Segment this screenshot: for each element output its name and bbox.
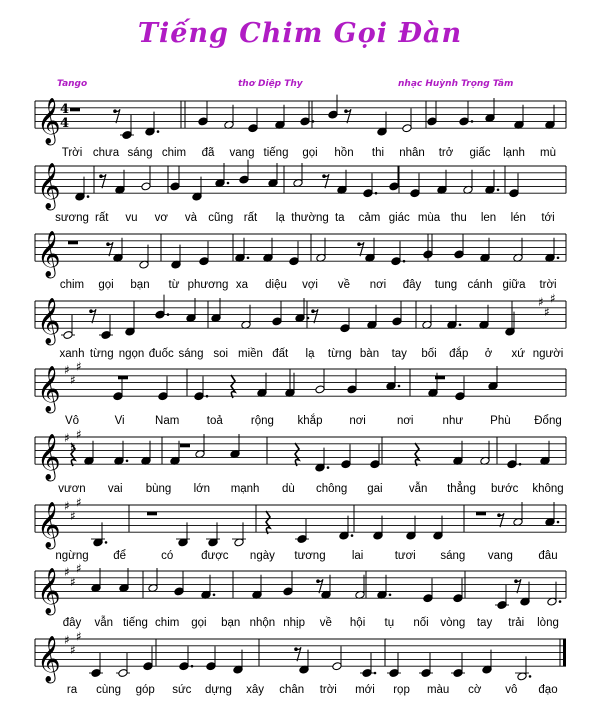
lyric-syllable: dù — [281, 483, 295, 495]
tempo-style-label: Tango — [57, 79, 88, 89]
lyric-syllable: sáng — [440, 550, 466, 562]
lyric-syllable: về — [319, 617, 332, 629]
whole-rest — [147, 512, 157, 516]
sharp-icon: ♯ — [64, 565, 70, 579]
lyric-syllable: khắp — [297, 415, 323, 427]
sharp-icon: ♯ — [64, 633, 70, 647]
lyric-syllable: vang — [487, 550, 513, 562]
lyric-syllable: và — [184, 212, 198, 224]
lyric-syllable: như — [442, 415, 464, 427]
staff-system — [35, 292, 566, 360]
lyric-syllable: Đổng — [534, 415, 562, 427]
lyric-syllable: được — [201, 550, 229, 562]
lyric-syllable: rọp — [393, 684, 410, 696]
lyric-syllable: dựng — [205, 684, 232, 696]
whole-rest — [70, 108, 80, 112]
sharp-icon: ♯ — [64, 499, 70, 513]
lyric-syllable: đất — [272, 348, 289, 360]
lyric-syllable: xứ — [511, 348, 525, 360]
sharp-icon: ♯ — [64, 363, 70, 377]
lyric-syllable: sương — [55, 212, 89, 224]
lyric-syllable: đã — [201, 147, 215, 159]
lyric-syllable: nơi — [369, 279, 387, 291]
lyricist-credit: thơ Diệp Thy — [238, 79, 303, 89]
lyric-syllable: rất — [243, 212, 258, 224]
lyric-syllable: tươi — [394, 550, 416, 562]
lyric-syllable: bước — [491, 483, 519, 495]
treble-clef-icon: 𝄞 — [37, 163, 61, 210]
lyric-syllable: nơi — [349, 415, 366, 427]
lyric-syllable: lai — [351, 550, 364, 562]
lyric-syllable: vai — [107, 483, 123, 495]
lyric-syllable: Phù — [490, 415, 511, 427]
lyric-syllable: tung — [434, 279, 458, 291]
staff-system — [35, 428, 566, 495]
lyric-syllable: mù — [540, 147, 556, 159]
lyric-syllable: toả — [206, 415, 223, 427]
lyric-syllable: bối — [421, 348, 437, 360]
sharp-icon: ♯ — [70, 575, 76, 590]
lyric-syllable: đâu — [538, 550, 558, 562]
sharp-icon: ♯ — [70, 373, 76, 388]
lyric-syllable: bùng — [145, 483, 172, 495]
lyric-syllable: tới — [541, 212, 555, 224]
lyric-syllable: trải — [508, 617, 525, 629]
lyric-syllable: chông — [315, 483, 348, 495]
lyric-syllable: gọi — [98, 279, 114, 291]
lyric-syllable: soi — [213, 348, 229, 360]
lyric-syllable: giấc — [469, 147, 491, 159]
lyric-syllable: tiếng — [122, 617, 148, 629]
staff-system — [35, 630, 566, 696]
lyric-syllable: hồn — [334, 147, 354, 159]
lyric-syllable: chưa — [92, 147, 120, 159]
lyric-syllable: lòng — [537, 617, 559, 629]
treble-clef-icon: 𝄞 — [37, 231, 61, 278]
whole-rest — [118, 376, 128, 380]
lyric-syllable: ra — [66, 684, 78, 696]
lyric-syllable: thẳng — [447, 483, 476, 495]
lyric-syllable: đây — [402, 279, 422, 291]
lyric-syllable: để — [113, 550, 126, 562]
lyric-syllable: vu — [125, 212, 138, 224]
quarter-rest — [295, 443, 299, 466]
lyric-syllable: cánh — [467, 279, 493, 291]
lyric-syllable: thu — [450, 212, 467, 224]
lyric-syllable: tụ — [384, 617, 395, 629]
treble-clef-icon: 𝄞 — [37, 298, 61, 345]
treble-clef-icon: 𝄞 — [37, 636, 61, 683]
staff-system — [35, 95, 566, 159]
lyric-syllable: cờ — [468, 684, 482, 696]
lyric-syllable: nhộn — [249, 617, 276, 629]
lyric-syllable: mới — [355, 684, 375, 696]
lyric-syllable: về — [337, 279, 351, 291]
lyric-syllable: cũng — [208, 212, 234, 224]
time-signature-bottom: 4 — [60, 116, 70, 131]
lyric-syllable: chim — [161, 147, 187, 159]
sharp-icon: ♯ — [544, 305, 550, 320]
lyric-syllable: xanh — [59, 348, 85, 360]
lyric-syllable: giữa — [502, 279, 526, 291]
lyric-syllable: bạn — [130, 279, 150, 291]
lyric-syllable: lạ — [305, 348, 315, 360]
lyric-syllable: mạnh — [230, 483, 260, 495]
lyric-syllable: bạn — [221, 617, 241, 629]
lyric-syllable: phương — [187, 279, 229, 291]
quarter-rest — [415, 443, 419, 466]
lyric-syllable: tay — [476, 617, 493, 629]
lyric-syllable: từng — [327, 348, 352, 360]
sharp-icon: ♯ — [76, 629, 82, 644]
lyric-syllable: nơi — [396, 415, 414, 427]
lyric-syllable: ngừng — [55, 550, 89, 562]
lyric-syllable: người — [532, 348, 564, 360]
lyric-syllable: rất — [95, 212, 109, 224]
lyric-syllable: có — [161, 550, 174, 562]
sharp-icon: ♯ — [550, 291, 556, 306]
lyric-syllable: lạnh — [503, 147, 525, 159]
lyric-syllable: lớn — [193, 483, 211, 495]
treble-clef-icon: 𝄞 — [37, 98, 61, 145]
lyric-syllable: xa — [235, 279, 249, 291]
lyric-syllable: ở — [484, 348, 493, 360]
lyric-syllable: tay — [391, 348, 407, 360]
lyric-syllable: cùng — [96, 684, 122, 696]
lyric-syllable: chân — [279, 684, 305, 696]
lyric-syllable: Trời — [61, 147, 83, 159]
lyric-syllable: ngọn — [118, 348, 145, 360]
lyric-syllable: vơ — [154, 212, 168, 224]
quarter-rest — [231, 375, 235, 398]
whole-rest — [476, 512, 486, 516]
treble-clef-icon: 𝄞 — [37, 434, 61, 481]
quarter-rest — [266, 511, 270, 534]
sharp-icon: ♯ — [70, 509, 76, 524]
lyric-syllable: chim — [155, 617, 180, 629]
lyric-syllable: gọi — [302, 147, 318, 159]
composer-credit: nhạc Huỳnh Trọng Tâm — [398, 79, 514, 89]
lyric-syllable: sức — [172, 684, 192, 696]
treble-clef-icon: 𝄞 — [37, 366, 61, 413]
lyric-syllable: vòng — [440, 617, 466, 629]
lyric-syllable: Vô — [64, 415, 80, 427]
sharp-icon: ♯ — [76, 561, 82, 576]
lyric-syllable: vẫn — [408, 483, 428, 495]
lyric-syllable: đây — [62, 617, 82, 629]
staff-system — [35, 496, 566, 562]
lyric-syllable: len — [480, 212, 497, 224]
lyric-syllable: thi — [371, 147, 385, 159]
lyric-syllable: giác — [388, 212, 410, 224]
lyric-syllable: trời — [319, 684, 337, 696]
lyric-syllable: ngày — [249, 550, 275, 562]
lyric-syllable: đắp — [449, 348, 469, 360]
lyric-syllable: chim — [59, 279, 85, 291]
lyric-syllable: gọi — [191, 617, 207, 629]
lyric-syllable: đạo — [538, 684, 558, 696]
lyric-syllable: màu — [426, 684, 450, 696]
lyric-syllable: cảm — [358, 212, 381, 224]
lyric-syllable: bàn — [359, 348, 380, 360]
lyric-syllable: lén — [510, 212, 526, 224]
lyric-syllable: từng — [89, 348, 114, 360]
treble-clef-icon: 𝄞 — [37, 502, 61, 549]
lyric-syllable: góp — [135, 684, 155, 696]
lyric-syllable: vô — [505, 684, 518, 696]
lyric-syllable: nhịp — [283, 617, 306, 629]
sharp-icon: ♯ — [76, 427, 82, 442]
sharp-icon: ♯ — [70, 643, 76, 658]
lyric-syllable: mùa — [417, 212, 441, 224]
lyric-syllable: gai — [367, 483, 383, 495]
staff-system — [35, 231, 566, 291]
lyric-syllable: sáng — [178, 348, 204, 360]
lyric-syllable: nhân — [399, 147, 425, 159]
whole-rest — [180, 444, 190, 448]
whole-rest — [68, 241, 78, 245]
lyric-syllable: diệu — [265, 279, 287, 291]
staff-system — [35, 360, 566, 427]
lyric-syllable: vươn — [58, 483, 86, 495]
lyric-syllable: rộng — [250, 415, 274, 427]
lyric-syllable: không — [532, 483, 564, 495]
lyric-syllable: trời — [539, 279, 557, 291]
lyric-syllable: miền — [238, 348, 263, 360]
lyric-syllable: vang — [229, 147, 255, 159]
sharp-icon: ♯ — [76, 359, 82, 374]
time-signature-top: 4 — [60, 102, 70, 117]
treble-clef-icon: 𝄞 — [37, 568, 61, 615]
lyric-syllable: ta — [334, 212, 345, 224]
lyric-syllable: Nam — [155, 415, 180, 427]
lyric-syllable: xây — [246, 684, 265, 696]
lyric-syllable: thường — [291, 212, 329, 224]
lyric-syllable: sáng — [127, 147, 153, 159]
lyric-syllable: tương — [294, 550, 326, 562]
lyric-syllable: Vi — [114, 415, 125, 427]
sharp-icon: ♯ — [538, 295, 544, 309]
sharp-icon: ♯ — [64, 431, 70, 445]
lyric-syllable: vợi — [302, 279, 318, 291]
sharp-icon: ♯ — [70, 441, 76, 456]
lyric-syllable: trở — [438, 147, 454, 159]
lyric-syllable: đuốc — [148, 348, 174, 360]
staff-system — [35, 562, 566, 629]
lyric-syllable: hội — [349, 617, 366, 629]
sharp-icon: ♯ — [76, 495, 82, 510]
lyric-syllable: vẫn — [94, 617, 114, 629]
song-title: Tiếng Chim Gọi Đàn — [137, 18, 463, 49]
lyric-syllable: từ — [168, 279, 180, 291]
staff-system — [35, 160, 566, 224]
lyric-syllable: nối — [413, 617, 429, 629]
lyric-syllable: lạ — [275, 212, 285, 224]
lyric-syllable: tiếng — [263, 147, 289, 159]
